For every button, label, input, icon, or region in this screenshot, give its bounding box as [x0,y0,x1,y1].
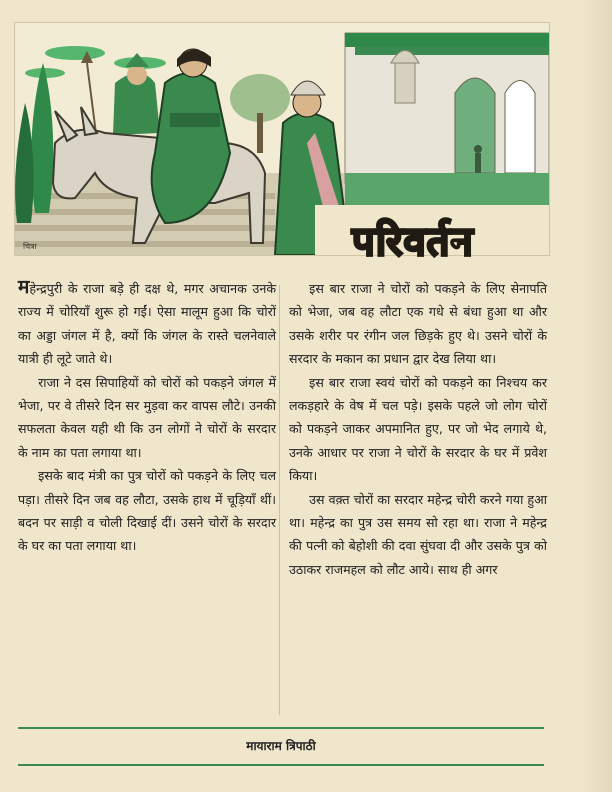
palace-arch [505,81,535,174]
paragraph: इस बार राजा ने चोरों को पकड़ने के लिए सेनापति को भेजा, जब वह लौटा एक गधे से बंधा हुआ था और उसके शरीर पर रंगीन जल छिड़के हुए थे। उसने चोरों के सरदार के मकान का प्रधान द्वार देख लिया था। [289,281,547,367]
page-edge-shadow [582,0,612,792]
story-title: परिवर्तन [352,219,474,265]
drop-cap: म [18,276,30,298]
left-column [18,277,276,558]
author-name: मायाराम त्रिपाठी [246,739,316,753]
paragraph: राजा ने दस सिपाहियों को चोरों को पकड़ने जंगल में भेजा, पर वे तीसरे दिन सर मुड़वा कर वापस लौटे। उनकी सफलता केवल यही थी कि उन लोगों ने चोरों के सरदार के नाम का पता लगाया था। [18,374,276,460]
paragraph [18,277,276,371]
column-divider [279,285,280,715]
top-rule [18,727,544,729]
cypress-tree [15,103,33,223]
bottom-rule [18,764,544,766]
cloud [45,46,105,60]
paragraph-text: हेन्द्रपुरी के राजा बड़े ही दक्ष थे, मगर अचानक उनके राज्य में चोरियाँ शुरू हो गईं। ऐसा मालूम हुआ कि चोरों का अड्डा जंगल में है, क्यों कि जंगल के रास्ते चलनेवाले यात्री ही लूटे जाते थे। [18,281,276,367]
paragraph: उस वक़्त चोरों का सरदार महेन्द्र चोरी करने गया हुआ था। महेन्द्र का पुत्र उस समय सो रहा था। राजा ने महेन्द्र की पत्नी को बेहोशी की दवा सुंघवा दी और उसके पुत्र को उठाकर राजमहल को लौट आये। साथ ही अगर [289,491,547,577]
artist-signature: चित्रा [23,242,37,251]
paragraph: इसके बाद मंत्री का पुत्र चोरों को पकड़ने के लिए चल पड़ा। तीसरे दिन जब वह लौटा, उसके हाथ में चूड़ियाँ थीं। बदन पर साड़ी व चोली दिखाई दीं। उसने चोरों के सरदार के घर का पता लगाया था। [18,468,276,554]
cypress-tree [31,63,53,213]
paragraph: इस बार राजा स्वयं चोरों को पकड़ने का निश्चय कर लकड़हारे के वेष में चल पड़े। इसके पहले जो लोग चोरों को पकड़ने जाकर अपमानित हुए, पर जो भेद लगाये थे, उनके आधार पर राजा ने चोरों के सरदार के घर में प्रवेश किया। [289,374,547,484]
right-column [289,277,547,581]
